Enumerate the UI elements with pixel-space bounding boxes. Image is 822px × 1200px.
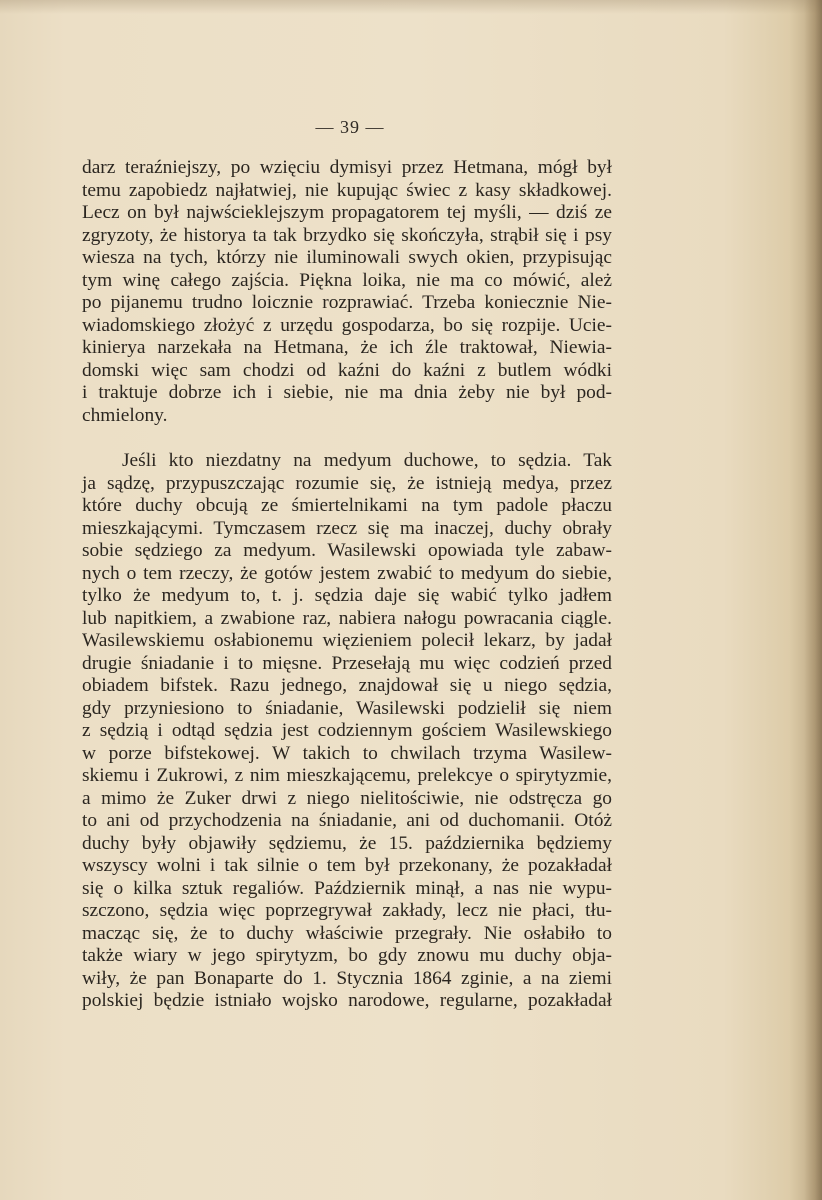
text-line: skiemu i Zukrowi, z nim mieszkającemu, prelekcye o spirytyzmie, <box>82 765 612 786</box>
paragraph-2 <box>82 450 612 1013</box>
text-line: tylko że medyum to, t. j. sędzia daje się wabić tylko jadłem <box>82 585 612 606</box>
text-line: wiesza na tych, którzy nie iluminowali swych okien, przypisując <box>82 247 612 268</box>
text-line: darz teraźniejszy, po wzięciu dymisyi przez Hetmana, mógł był <box>82 157 612 178</box>
text-line: się o kilka sztuk regaliów. Październik minął, a nas nie wypu- <box>82 877 612 899</box>
text-line: wiadomskiego złożyć z urzędu gospodarza, bo się rozpije. Ucie- <box>82 314 612 336</box>
text-line: wszyscy wolni i tak silnie o tem był przekonany, że pozakładał <box>82 855 612 876</box>
text-line: lub napitkiem, a zwabione raz, nabiera nałogu powracania ciągle. <box>82 607 612 629</box>
text-line: mieszkającymi. Tymczasem rzecz się ma inaczej, duchy obrały <box>82 517 612 539</box>
text-line: ja sądzę, przypuszczając rozumie się, że istnieją medya, przez <box>82 472 612 494</box>
text-line: domski więc sam chodzi od kaźni do kaźni z butlem wódki <box>82 359 612 381</box>
text-line: to ani od przychodzenia na śniadanie, ani od duchomanii. Otóż <box>82 810 612 831</box>
text-line: wiły, że pan Bonaparte do 1. Stycznia 1864 zginie, a na ziemi <box>82 967 612 989</box>
text-line: kinierya narzekała na Hetmana, że ich źle traktował, Niewia- <box>82 337 612 358</box>
text-line: także wiary w jego spirytyzm, bo gdy znowu mu duchy obja- <box>82 945 612 966</box>
text-line: nych o tem rzeczy, że gotów jestem zwabić to medyum do siebie, <box>82 562 612 584</box>
text-line: chmielony. <box>82 404 168 426</box>
text-line: temu zapobiedz najłatwiej, nie kupując świec z kasy składkowej. <box>82 179 612 201</box>
body-text <box>82 157 612 1013</box>
text-line: które duchy obcują ze śmiertelnikami na tym padole płaczu <box>82 495 612 516</box>
paragraph-1 <box>82 157 612 427</box>
text-line: Jeśli kto niezdatny na medyum duchowe, to sędzia. Tak <box>122 450 612 471</box>
page-number: — 39 — <box>315 117 385 137</box>
text-line: szczono, sędzia więc poprzegrywał zakłady, lecz nie płaci, tłu- <box>82 900 612 921</box>
page-top-shadow <box>0 0 822 14</box>
text-line: w porze bifstekowej. W takich to chwilach trzyma Wasilew- <box>82 742 612 764</box>
page-binding-shadow <box>804 0 822 1200</box>
text-line: macząc się, że to duchy właściwie przegrały. Nie osłabiło to <box>82 922 612 944</box>
text-line: drugie śniadanie i to mięsne. Przesełają mu więc codzień przed <box>82 652 612 674</box>
text-line: obiadem bifstek. Razu jednego, znajdował się u niego sędzia, <box>82 675 612 696</box>
text-line: po pijanemu trudno loicznie rozprawiać. Trzeba koniecznie Nie- <box>82 292 612 313</box>
paragraph-gap <box>82 427 612 450</box>
text-line: duchy były objawiły sędziemu, że 15. października będziemy <box>82 832 612 854</box>
text-line: i traktuje dobrze ich i siebie, nie ma dnia żeby nie był pod- <box>82 382 612 403</box>
text-line: a mimo że Zuker drwi z niego nielitościwie, nie odstręcza go <box>82 787 612 809</box>
text-line: Wasilewskiemu osłabionemu więzieniem polecił lekarz, by jadał <box>82 630 612 651</box>
text-line: gdy przyniesiono to śniadanie, Wasilewski podzielił się niem <box>82 697 612 719</box>
text-line: sobie sędziego za medyum. Wasilewski opowiada tyle zabaw- <box>82 540 612 561</box>
text-line: tym winę całego zajścia. Piękna loika, nie ma co mówić, ależ <box>82 269 612 291</box>
text-line: Lecz on był najwścieklejszym propagatorem tej myśli, — dziś ze <box>82 202 612 223</box>
text-line: polskiej będzie istniało wojsko narodowe, regularne, pozakładał <box>82 990 612 1011</box>
text-line: z sędzią i odtąd sędzia jest codziennym gościem Wasilewskiego <box>82 720 612 741</box>
text-line: zgryzoty, że historya ta tak brzydko się skończyła, strąbił się i psy <box>82 224 612 246</box>
